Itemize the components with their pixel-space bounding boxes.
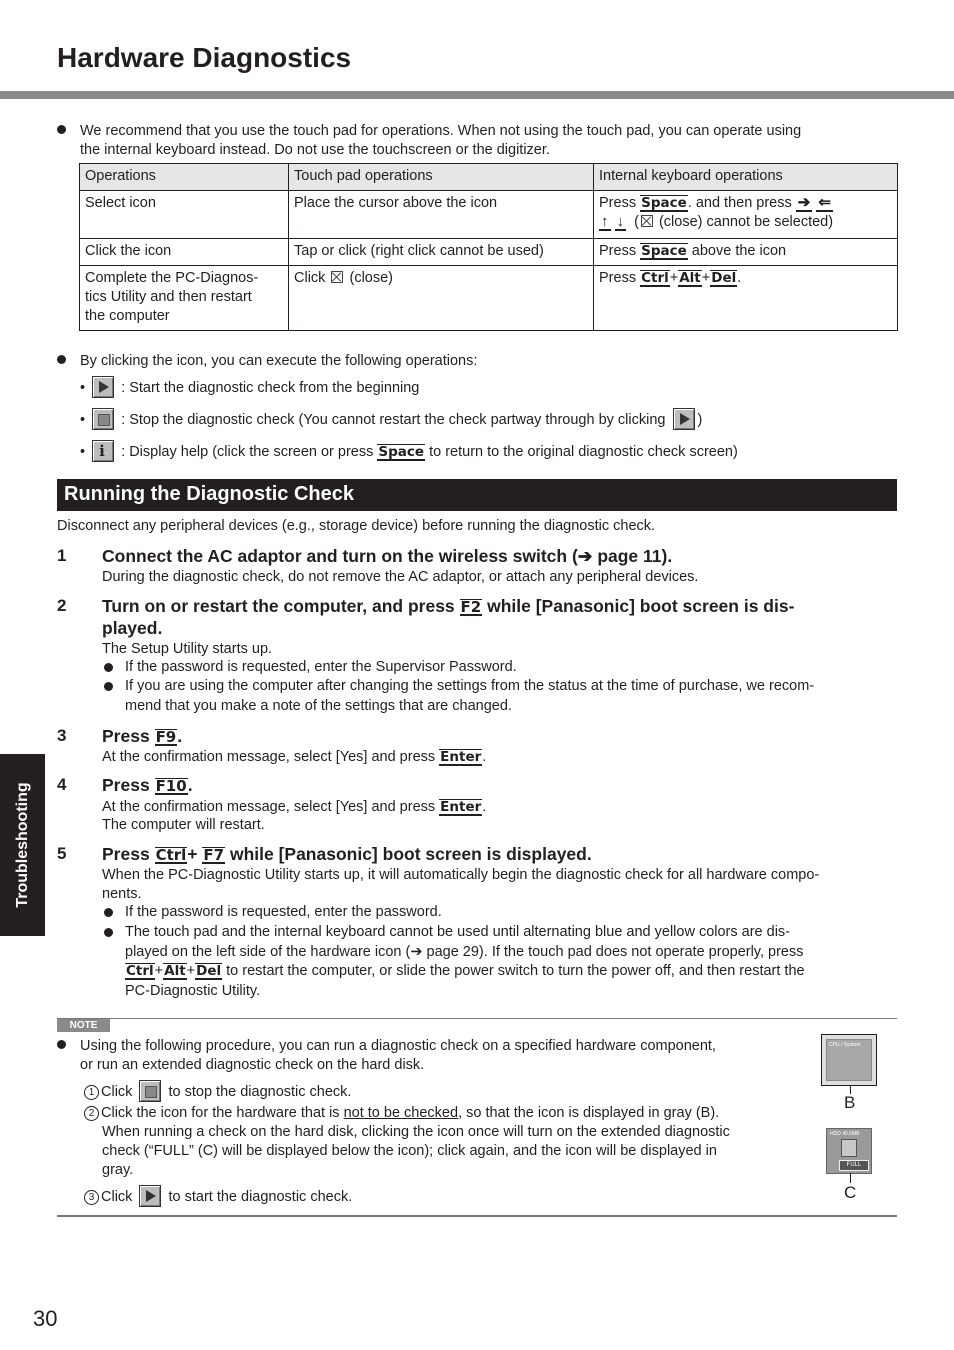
table-cell: Click the icon — [80, 239, 289, 266]
step-heading — [102, 725, 874, 747]
plus-sign: + — [186, 963, 196, 979]
heading-text: Press — [102, 775, 150, 795]
bullet-dot — [57, 355, 66, 364]
cell-text: above the icon — [691, 243, 787, 259]
enter-key: Enter — [440, 799, 482, 815]
list-item-text: If you are using the computer after changing the settings from the status at the time of purchase, we recom- — [125, 678, 815, 694]
icon-caption: HDD 40.0MB — [830, 1131, 860, 1137]
note-text: to start the diagnostic check. — [168, 1189, 353, 1205]
icon-op-start — [80, 376, 419, 398]
note-text: , so that the icon is displayed in gray (B). — [458, 1105, 720, 1121]
list-item-text — [125, 962, 896, 982]
step-number: 1 — [57, 546, 67, 565]
note-text: Using the following procedure, you can run a diagnostic check on a specified hardware component, — [80, 1038, 716, 1054]
stop-icon — [92, 408, 114, 430]
figure-label-b: B — [844, 1093, 856, 1112]
step-number: 3 — [57, 726, 67, 745]
cell-text: Press — [599, 195, 637, 211]
note-step-2 — [84, 1104, 804, 1180]
heading-text: Turn on or restart the computer, and press — [102, 596, 455, 616]
circled-number: 3 — [84, 1190, 99, 1205]
table-cell — [594, 239, 898, 266]
title-rule — [0, 91, 954, 99]
step-body — [102, 866, 896, 904]
table-cell: Tap or click (right click cannot be used) — [289, 239, 594, 266]
list-item — [125, 923, 896, 1001]
plus-sign: + — [154, 963, 164, 979]
note-step-1 — [84, 1080, 351, 1102]
bullet-dot — [104, 908, 113, 917]
ctrl-key: Ctrl — [126, 963, 154, 979]
del-key: Del — [196, 963, 222, 979]
f2-key: F2 — [460, 598, 482, 616]
intro-paragraph — [80, 122, 876, 160]
step-number: 2 — [57, 596, 67, 615]
space-key: Space — [378, 444, 425, 460]
section-intro: Disconnect any peripheral devices (e.g., storage device) before running the diagnostic check. — [57, 518, 656, 534]
list-item-text: mend that you make a note of the settings that are changed. — [125, 697, 512, 714]
cell-line: tics Utility and then restart — [85, 289, 252, 305]
figure-label-c: C — [844, 1183, 857, 1202]
table-header-cell: Internal keyboard operations — [594, 164, 898, 191]
table-header-cell: Operations — [80, 164, 289, 191]
bullet-dot — [104, 663, 113, 672]
list-item — [125, 658, 896, 678]
body-text: At the confirmation message, select [Yes] and press — [102, 799, 436, 815]
f7-key: F7 — [203, 846, 225, 864]
cell-text: Click — [294, 270, 326, 286]
right-arrow-key-icon: ➔ — [797, 194, 811, 211]
note-text: Click the icon for the hardware that is — [101, 1105, 340, 1121]
list-item — [125, 903, 896, 923]
underlined-text: not to be checked — [343, 1105, 459, 1121]
info-icon — [92, 440, 114, 462]
period: . — [482, 799, 487, 815]
figure-b-hardware-icon — [821, 1034, 877, 1086]
icon-op-help — [80, 440, 738, 462]
bullet-dot — [57, 125, 66, 134]
icon-op-text: ) — [697, 412, 703, 428]
step-body — [102, 798, 896, 817]
note-text: to stop the diagnostic check. — [168, 1084, 352, 1100]
operations-table — [79, 163, 898, 331]
down-arrow-key-icon: ↓ — [616, 213, 625, 230]
del-key: Del — [711, 270, 737, 286]
icon-op-stop — [80, 408, 702, 430]
note-rule-bottom — [57, 1215, 897, 1217]
period: . — [482, 749, 487, 765]
play-icon — [92, 376, 114, 398]
list-item-text: If the password is requested, enter the Supervisor Password. — [125, 659, 517, 675]
note-rule-top — [57, 1018, 897, 1019]
note-text: check (“FULL” (C) will be displayed below the icon); click again, and the icon will be displayed in — [102, 1143, 717, 1159]
body-text: When the PC-Diagnostic Utility starts up, it will automatically begin the diagnostic check for all hardware compo- — [102, 867, 820, 883]
list-item-text: The touch pad and the internal keyboard cannot be used until alternating blue and yellow colors are dis- — [125, 924, 791, 940]
list-item-text: to restart the computer, or slide the power switch to turn the power off, and then restart the — [226, 963, 805, 979]
cell-text: (close) — [349, 270, 393, 286]
leader-line — [850, 1173, 851, 1183]
cell-text: Press — [599, 243, 637, 259]
plus-sign: + — [669, 270, 679, 286]
table-cell — [80, 266, 289, 331]
drive-icon — [841, 1139, 857, 1157]
side-tab — [0, 754, 45, 936]
side-tab-label: Troubleshooting — [13, 782, 31, 908]
note-text: gray. — [102, 1162, 134, 1178]
note-step-3 — [84, 1185, 352, 1207]
table-header-cell: Touch pad operations — [289, 164, 594, 191]
heading-text: Press — [102, 844, 150, 864]
circled-number: 1 — [84, 1085, 99, 1100]
page-title: Hardware Diagnostics — [57, 42, 352, 73]
note-tag: NOTE — [57, 1019, 110, 1032]
cell-line: Complete the PC-Diagnos- — [85, 270, 259, 286]
play-icon — [673, 408, 695, 430]
close-icon — [641, 215, 653, 227]
step-heading: Connect the AC adaptor and turn on the wireless switch (➔ page 11). — [102, 546, 673, 566]
gray-hardware-icon — [826, 1039, 872, 1081]
section-header — [57, 479, 897, 511]
heading-text: Press — [102, 726, 150, 746]
period: . — [187, 775, 193, 795]
bullet-dot — [104, 682, 113, 691]
table-cell — [594, 191, 898, 239]
close-icon — [331, 271, 343, 283]
left-arrow-key-icon: ⇐ — [818, 194, 831, 211]
step-heading — [102, 774, 874, 796]
ctrl-key: Ctrl — [641, 270, 669, 286]
plus-sign: + — [701, 270, 711, 286]
space-key: Space — [641, 195, 687, 211]
step-body: The computer will restart. — [102, 817, 265, 833]
step-heading — [102, 843, 874, 865]
circled-number: 2 — [84, 1106, 99, 1121]
table-row — [80, 191, 898, 239]
step-number: 5 — [57, 844, 67, 863]
intro-line-1: We recommend that you use the touch pad for operations. When not using the touch pad, you can operate using — [80, 123, 802, 139]
heading-text: played. — [102, 618, 163, 638]
note-text: or run an extended diagnostic check on the hard disk. — [80, 1057, 425, 1073]
icon-caption: CPU / System — [829, 1042, 861, 1048]
table-row — [80, 239, 898, 266]
section-title: Running the Diagnostic Check — [64, 483, 355, 505]
f9-key: F9 — [155, 728, 177, 746]
cell-text: Press — [599, 270, 637, 286]
cell-text: ( — [634, 214, 639, 230]
table-row — [80, 266, 898, 331]
icon-op-text: : Stop the diagnostic check (You cannot restart the check partway through by clicking — [121, 412, 666, 428]
list-item-text: If the password is requested, enter the password. — [125, 904, 442, 920]
heading-text: while [Panasonic] boot screen is dis- — [487, 596, 795, 616]
list-item — [125, 677, 896, 716]
bullet-dot — [57, 1040, 66, 1049]
small-bullet: • — [80, 444, 86, 460]
alt-key: Alt — [679, 270, 701, 286]
small-bullet: • — [80, 380, 86, 396]
icon-op-text: to return to the original diagnostic check screen) — [429, 444, 738, 460]
figure-c-hardware-icon — [826, 1128, 872, 1174]
icons-intro-text: By clicking the icon, you can execute the following operations: — [80, 353, 478, 369]
list-item-text: PC-Diagnostic Utility. — [125, 982, 261, 999]
intro-line-2: the internal keyboard instead. Do not use the touchscreen or the digitizer. — [80, 142, 550, 158]
plus-sign: + — [187, 844, 198, 864]
cell-line: the computer — [85, 308, 170, 324]
icons-intro — [80, 352, 876, 371]
period: . — [177, 726, 183, 746]
step-body — [102, 748, 896, 767]
icon-op-text: : Display help (click the screen or press — [121, 444, 374, 460]
up-arrow-key-icon: ↑ — [601, 213, 609, 230]
note-text: When running a check on the hard disk, clicking the icon once will turn on the extended diagnostic — [102, 1124, 730, 1140]
heading-text: while [Panasonic] boot screen is displayed. — [229, 844, 592, 864]
body-text: nents. — [102, 886, 142, 902]
period: . — [737, 270, 742, 286]
space-key: Space — [641, 243, 687, 259]
table-cell: Place the cursor above the icon — [289, 191, 594, 239]
icon-op-text: : Start the diagnostic check from the beginning — [121, 380, 420, 396]
table-cell — [289, 266, 594, 331]
ctrl-key: Ctrl — [155, 846, 187, 864]
note-paragraph — [80, 1037, 784, 1075]
list-item-text: played on the left side of the hardware icon (➔ page 29). If the touch pad does not operate properly, press — [125, 943, 804, 960]
stop-icon — [139, 1080, 161, 1102]
enter-key: Enter — [440, 749, 482, 765]
alt-key: Alt — [164, 963, 186, 979]
small-bullet: • — [80, 412, 86, 428]
step-heading — [102, 595, 876, 639]
step-body: The Setup Utility starts up. — [102, 641, 273, 657]
step-body: During the diagnostic check, do not remove the AC adaptor, or attach any peripheral devices. — [102, 569, 699, 585]
step-number: 4 — [57, 775, 67, 794]
bullet-dot — [104, 928, 113, 937]
cell-text: . and then press — [687, 195, 792, 211]
table-cell: Select icon — [80, 191, 289, 239]
note-text: Click — [101, 1189, 133, 1205]
table-cell — [594, 266, 898, 331]
f10-key: F10 — [155, 777, 187, 795]
page-number: 30 — [33, 1306, 58, 1331]
note-text: Click — [101, 1084, 133, 1100]
note-text — [84, 1104, 804, 1123]
full-label: FULL — [839, 1160, 869, 1171]
body-text: At the confirmation message, select [Yes] and press — [102, 749, 436, 765]
table-header-row — [80, 164, 898, 191]
play-icon — [139, 1185, 161, 1207]
cell-text: (close) cannot be selected) — [658, 214, 834, 230]
